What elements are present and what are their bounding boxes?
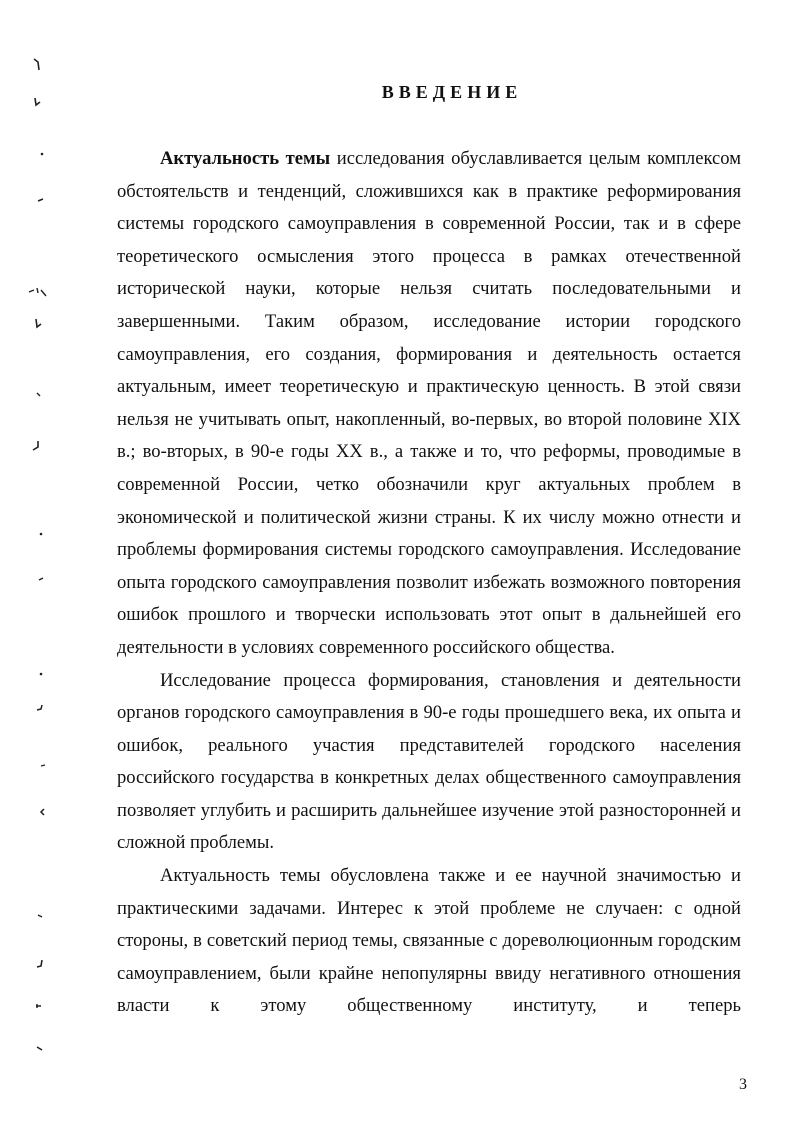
scan-mark [35,318,41,324]
paragraph-2 [117,665,741,861]
scan-mark [36,704,42,710]
scan-mark [36,392,42,398]
scan-mark [39,532,45,538]
paragraph-text: исследования обуславливается целым комплексом обстоятельств и тенденций, сложившихся как в практике реформирования системы городского самоуправления в современной России, так и в сфере теоретического осмысления этого процесса в рамках отечественной исторической науки, которые нельзя считать последовательными и завершенными. Таким образом, исследование истории городского самоуправления, его создания, формирования и деятельность остается актуальным, имеет теоретическую и практическую ценность. В этой связи нельзя не учитывать опыт, накопленный, во-первых, во второй половине XIX в.; во-вторых, в 90-е годы XX в., а также и то, что реформы, проводимые в современной России, четко обозначили круг актуальных проблем в экономической и политической жизни страны. К их числу можно отнести и проблемы формирования системы городского самоуправления. Исследование опыта городского самоуправления позволит избежать возможного повторения ошибок прошлого и творчески использовать этот опыт в дальнейшей его деятельности в условиях современного российского общества. [117,148,741,658]
scan-mark [36,1046,42,1052]
scan-mark [36,959,42,965]
scan-mark [37,197,43,203]
page-title: ВВЕДЕНИЕ [381,82,523,102]
body-text [117,143,741,1023]
paragraph-3 [117,860,741,1023]
scan-mark [38,576,44,582]
paragraph-1 [117,143,741,665]
paragraph-text: Исследование процесса формирования, становления и деятельности органов городского самоуправления в 90-е годы прошедшего века, их опыта и ошибок, реального участия представителей городского населения российского государства в конкретных делах общественного самоуправления позволяет углубить и расширить дальнейшее изучение этой разносторонней и сложной проблемы. [117,669,741,854]
page-number: 3 [739,1076,747,1093]
scan-mark [39,672,45,678]
scan-mark [35,1003,41,1009]
scan-mark [28,286,34,292]
scan-mark [33,58,39,64]
scan-mark [37,913,43,919]
paragraph-text: Актуальность темы обусловлена также и ее научной значимостью и практическими задачами. Интерес к этой проблеме не случаен: с одной стороны, в советский период темы, связанные с дореволюционным городским самоуправлением, были крайне непопулярны ввиду негативного отношения власти к этому общественному институту, и теперь [117,865,741,1017]
scan-mark [40,763,46,769]
scan-mark [40,808,46,814]
scan-mark [40,152,46,158]
scan-mark [32,440,38,446]
paragraph-lead-bold: Актуальность темы [160,148,331,169]
